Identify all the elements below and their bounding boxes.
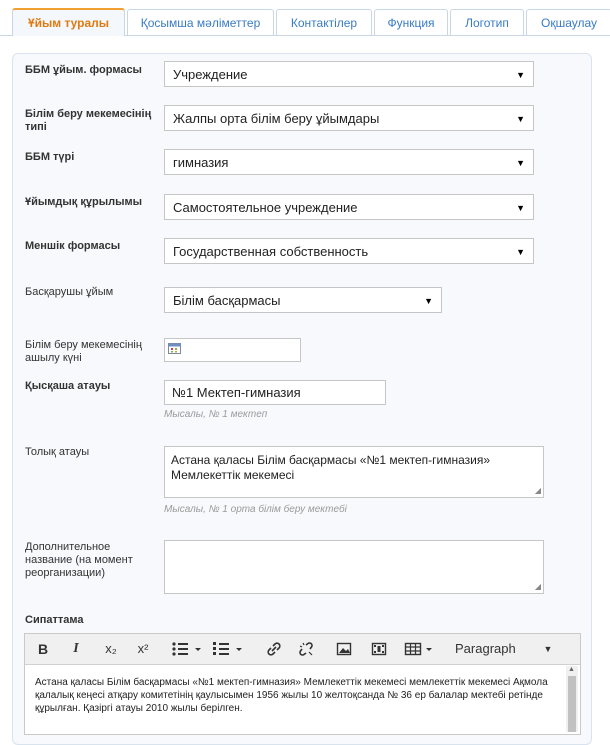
short-name-label: Қысқаша атауы	[25, 380, 111, 392]
property-form-label: Меншік формасы	[25, 240, 121, 252]
subscript-button[interactable]: x₂	[105, 641, 117, 656]
ownership-form-select[interactable]	[164, 61, 534, 87]
property-form-select[interactable]	[164, 238, 534, 264]
editor-content[interactable]: Астана қаласы Білім басқармасы «№1 мектеп-гимназия» Мемлекеттік мекемесі мемлекеттік мекемесі Ақмола қалалық кеңесі атқару комитетінің қаулысымен 1956 жылы 10 желтоқсанда № 36 ер балалар мектебі ретінде құрылған. Қазіргі атауы 2010 жылы берілген.	[35, 677, 548, 714]
tab-logo[interactable]: Логотип	[450, 9, 524, 35]
tab-localization[interactable]: Оқшаулау	[526, 9, 610, 35]
managing-org-select[interactable]	[164, 287, 442, 313]
full-name-label: Толық атауы	[25, 446, 90, 458]
tab-additional-info[interactable]: Қосымша мәліметтер	[127, 9, 274, 35]
video-icon	[371, 641, 387, 657]
image-icon	[336, 641, 352, 657]
table-button[interactable]	[403, 639, 437, 659]
format-select[interactable]: Paragraph	[455, 641, 516, 656]
bbm-type-value: гимназия	[173, 155, 229, 170]
tab-organization[interactable]: Ұйым туралы	[12, 8, 125, 36]
managing-org-label: Басқарушы ұйым	[25, 286, 114, 298]
scroll-up-icon[interactable]: ▲	[568, 666, 575, 673]
chevron-down-icon[interactable]: ▼	[543, 644, 553, 654]
description-label: Сипаттама	[25, 614, 84, 626]
numbered-list-icon	[212, 641, 246, 657]
resize-grip-icon[interactable]: ◢	[534, 582, 541, 591]
editor-scrollbar[interactable]	[566, 666, 578, 732]
institution-type-value: Жалпы орта білім беру ұйымдары	[173, 111, 380, 126]
unlink-button[interactable]	[297, 639, 315, 659]
property-form-value: Государственная собственность	[173, 244, 369, 259]
org-structure-select[interactable]	[164, 194, 534, 220]
scroll-thumb[interactable]	[568, 676, 576, 732]
bbm-type-select[interactable]	[164, 149, 534, 175]
bullet-list-button[interactable]	[170, 639, 206, 659]
short-name-input[interactable]: №1 Мектеп-гимназия	[164, 380, 386, 405]
full-name-textarea[interactable]	[164, 446, 544, 498]
ownership-form-label: ББМ ұйым. формасы	[25, 64, 142, 76]
full-name-hint: Мысалы, № 1 орта білім беру мектебі	[164, 504, 347, 515]
calendar-icon[interactable]	[168, 342, 181, 354]
institution-type-label: Білім беру мекемесінің типі	[25, 108, 152, 133]
chevron-down-icon: ▼	[516, 70, 525, 80]
table-icon	[404, 641, 436, 657]
chevron-down-icon: ▼	[424, 296, 433, 306]
additional-name-label: Дополнительное название (на момент реорганизации)	[25, 541, 133, 579]
additional-name-textarea[interactable]	[164, 540, 544, 594]
chevron-down-icon: ▼	[516, 114, 525, 124]
resize-grip-icon[interactable]: ◢	[534, 486, 541, 495]
tab-function[interactable]: Функция	[374, 9, 448, 35]
bold-button[interactable]: B	[37, 641, 49, 657]
link-button[interactable]	[265, 639, 283, 659]
italic-button[interactable]: I	[73, 641, 79, 656]
org-structure-label: Ұйымдық құрылымы	[25, 196, 142, 208]
numbered-list-button[interactable]	[211, 639, 247, 659]
media-button[interactable]	[370, 639, 388, 659]
unlink-icon	[298, 641, 314, 657]
chevron-down-icon: ▼	[516, 247, 525, 257]
org-structure-value: Самостоятельное учреждение	[173, 200, 358, 215]
editor-toolbar	[25, 634, 580, 665]
link-icon	[266, 641, 282, 657]
full-name-value: Астана қаласы Білім басқармасы «№1 мектеп-гимназия» Мемлекеттік мекемесі	[171, 453, 491, 482]
tab-bar	[0, 0, 610, 36]
ownership-form-value: Учреждение	[173, 67, 248, 82]
bullet-list-icon	[171, 641, 205, 657]
institution-type-select[interactable]	[164, 105, 534, 131]
superscript-button[interactable]: x²	[137, 641, 149, 656]
chevron-down-icon: ▼	[516, 158, 525, 168]
short-name-hint: Мысалы, № 1 мектеп	[164, 409, 268, 420]
tab-contacts[interactable]: Контактілер	[276, 9, 372, 35]
bbm-type-label: ББМ түрі	[25, 151, 75, 163]
image-button[interactable]	[335, 639, 353, 659]
chevron-down-icon: ▼	[516, 203, 525, 213]
managing-org-value: Білім басқармасы	[173, 293, 281, 308]
opening-date-input[interactable]	[164, 338, 301, 362]
opening-date-label: Білім беру мекемесінің ашылу күні	[25, 339, 142, 364]
